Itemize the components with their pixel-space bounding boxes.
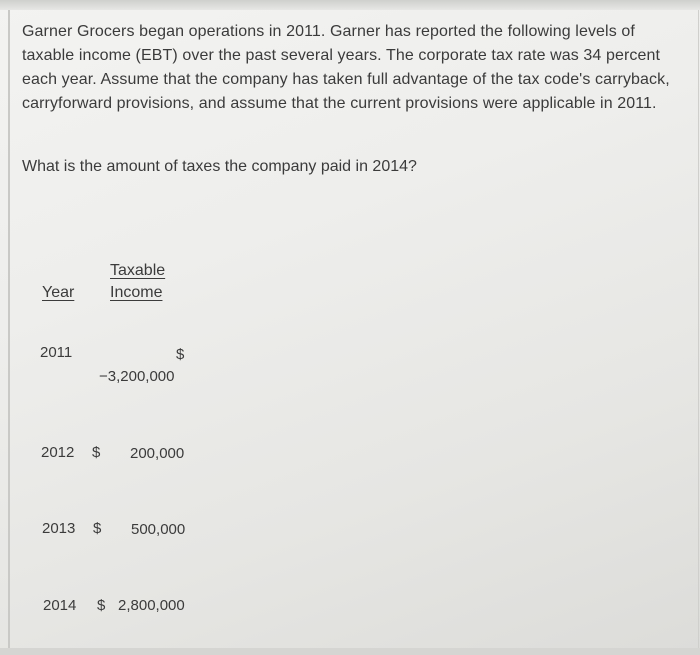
table-row-year: 2012 (41, 444, 75, 461)
income-column-header-line1: Taxable (110, 262, 166, 279)
table-row-currency: $ (97, 597, 106, 614)
table-row-value: 200,000 (130, 445, 185, 462)
table-row-currency: $ (176, 346, 185, 363)
question-text: What is the amount of taxes the company paid in 2014? (22, 158, 417, 175)
table-row-value: −3,200,000 (99, 368, 175, 385)
income-column-header-line2: Income (110, 284, 163, 301)
top-edge (0, 0, 700, 10)
problem-statement: Garner Grocers began operations in 2011. Garner has reported the following levels of taxable income (EBT) over the past several years. The corporate tax rate was 34 percent each year. Assume that the company has taken full advantage of the tax code's carryback, carryforward provisions, and assume that the current provisions were applicable in 2011. (22, 23, 670, 112)
table-row-value: 500,000 (131, 521, 186, 538)
table-row-currency: $ (93, 520, 102, 537)
table-row-year: 2011 (40, 344, 73, 361)
table-row-value: 2,800,000 (118, 597, 185, 614)
bottom-edge (0, 648, 700, 655)
year-column-header: Year (42, 284, 75, 301)
table-row-year: 2014 (43, 597, 77, 614)
table-row-currency: $ (92, 444, 101, 461)
table-row-year: 2013 (42, 520, 76, 537)
